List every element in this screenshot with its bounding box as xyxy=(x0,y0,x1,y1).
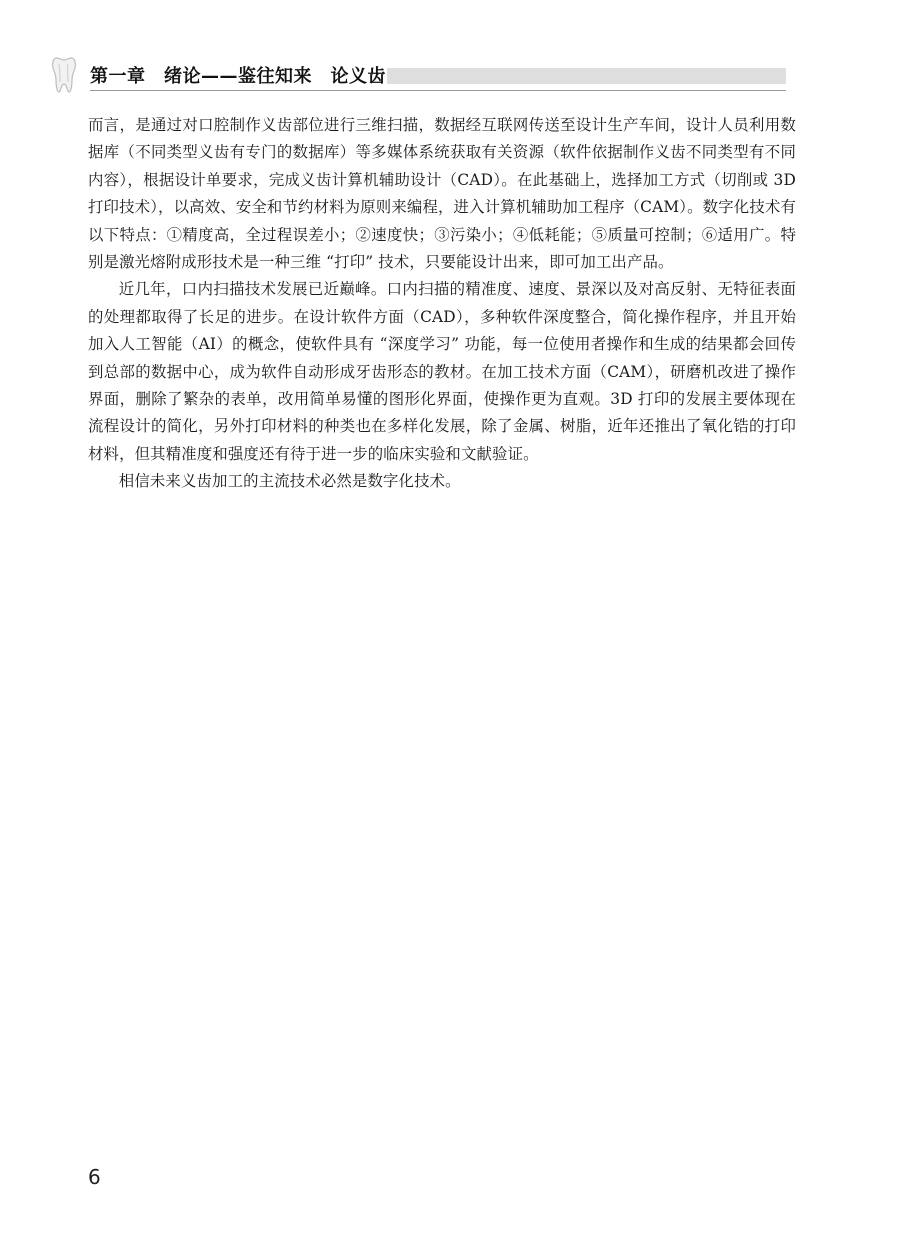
running-header xyxy=(50,56,786,96)
paragraph: 相信未来义齿加工的主流技术必然是数字化技术。 xyxy=(118,472,461,491)
body-text xyxy=(88,112,796,496)
header-decorative-bar xyxy=(387,68,786,84)
page-number: 6 xyxy=(88,1165,101,1189)
paragraph: 近几年，口内扫描技术发展已近巅峰。口内扫描的精准度、速度、景深以及对高反射、无特征表面的处理都取得了长足的进步。在设计软件方面（CAD），多种软件深度整合，简化操作程序，并且开始加入人工智能（AI）的概念，使软件具有 “深度学习” 功能，每一位使用者操作和生成的结果都会回传到总部的数据中心，成为软件自动形成牙齿形态的教材。在加工技术方面（CAM），研磨机改进了操作界面，删除了繁杂的表单，改用简单易懂的图形化界面，使操作更为直观。3D 打印的发展主要体现在流程设计的简化，另外打印材料的种类也在多样化发展，除了金属、树脂，近年还推出了氧化锆的打印材料，但其精准度和强度还有待于进一步的临床实验和文献验证。 xyxy=(88,280,796,463)
chapter-title: 第一章 绪论——鉴往知来 论义齿 xyxy=(90,66,386,87)
tooth-icon xyxy=(50,56,78,94)
header-rule xyxy=(90,90,786,91)
paragraph-continued: 而言，是通过对口腔制作义齿部位进行三维扫描，数据经互联网传送至设计生产车间，设计人员利用数据库（不同类型义齿有专门的数据库）等多媒体系统获取有关资源（软件依据制作义齿不同类型有不同内容），根据设计单要求，完成义齿计算机辅助设计（CAD）。在此基础上，选择加工方式（切削或 3D 打印技术），以高效、安全和节约材料为原则来编程，进入计算机辅助加工程序（CAM）。数字化技术有以下特点：①精度高，全过程误差小；②速度快；③污染小；④低耗能；⑤质量可控制；⑥适用广。特别是激光熔附成形技术是一种三维 “打印” 技术，只要能设计出来，即可加工出产品。 xyxy=(88,116,796,272)
